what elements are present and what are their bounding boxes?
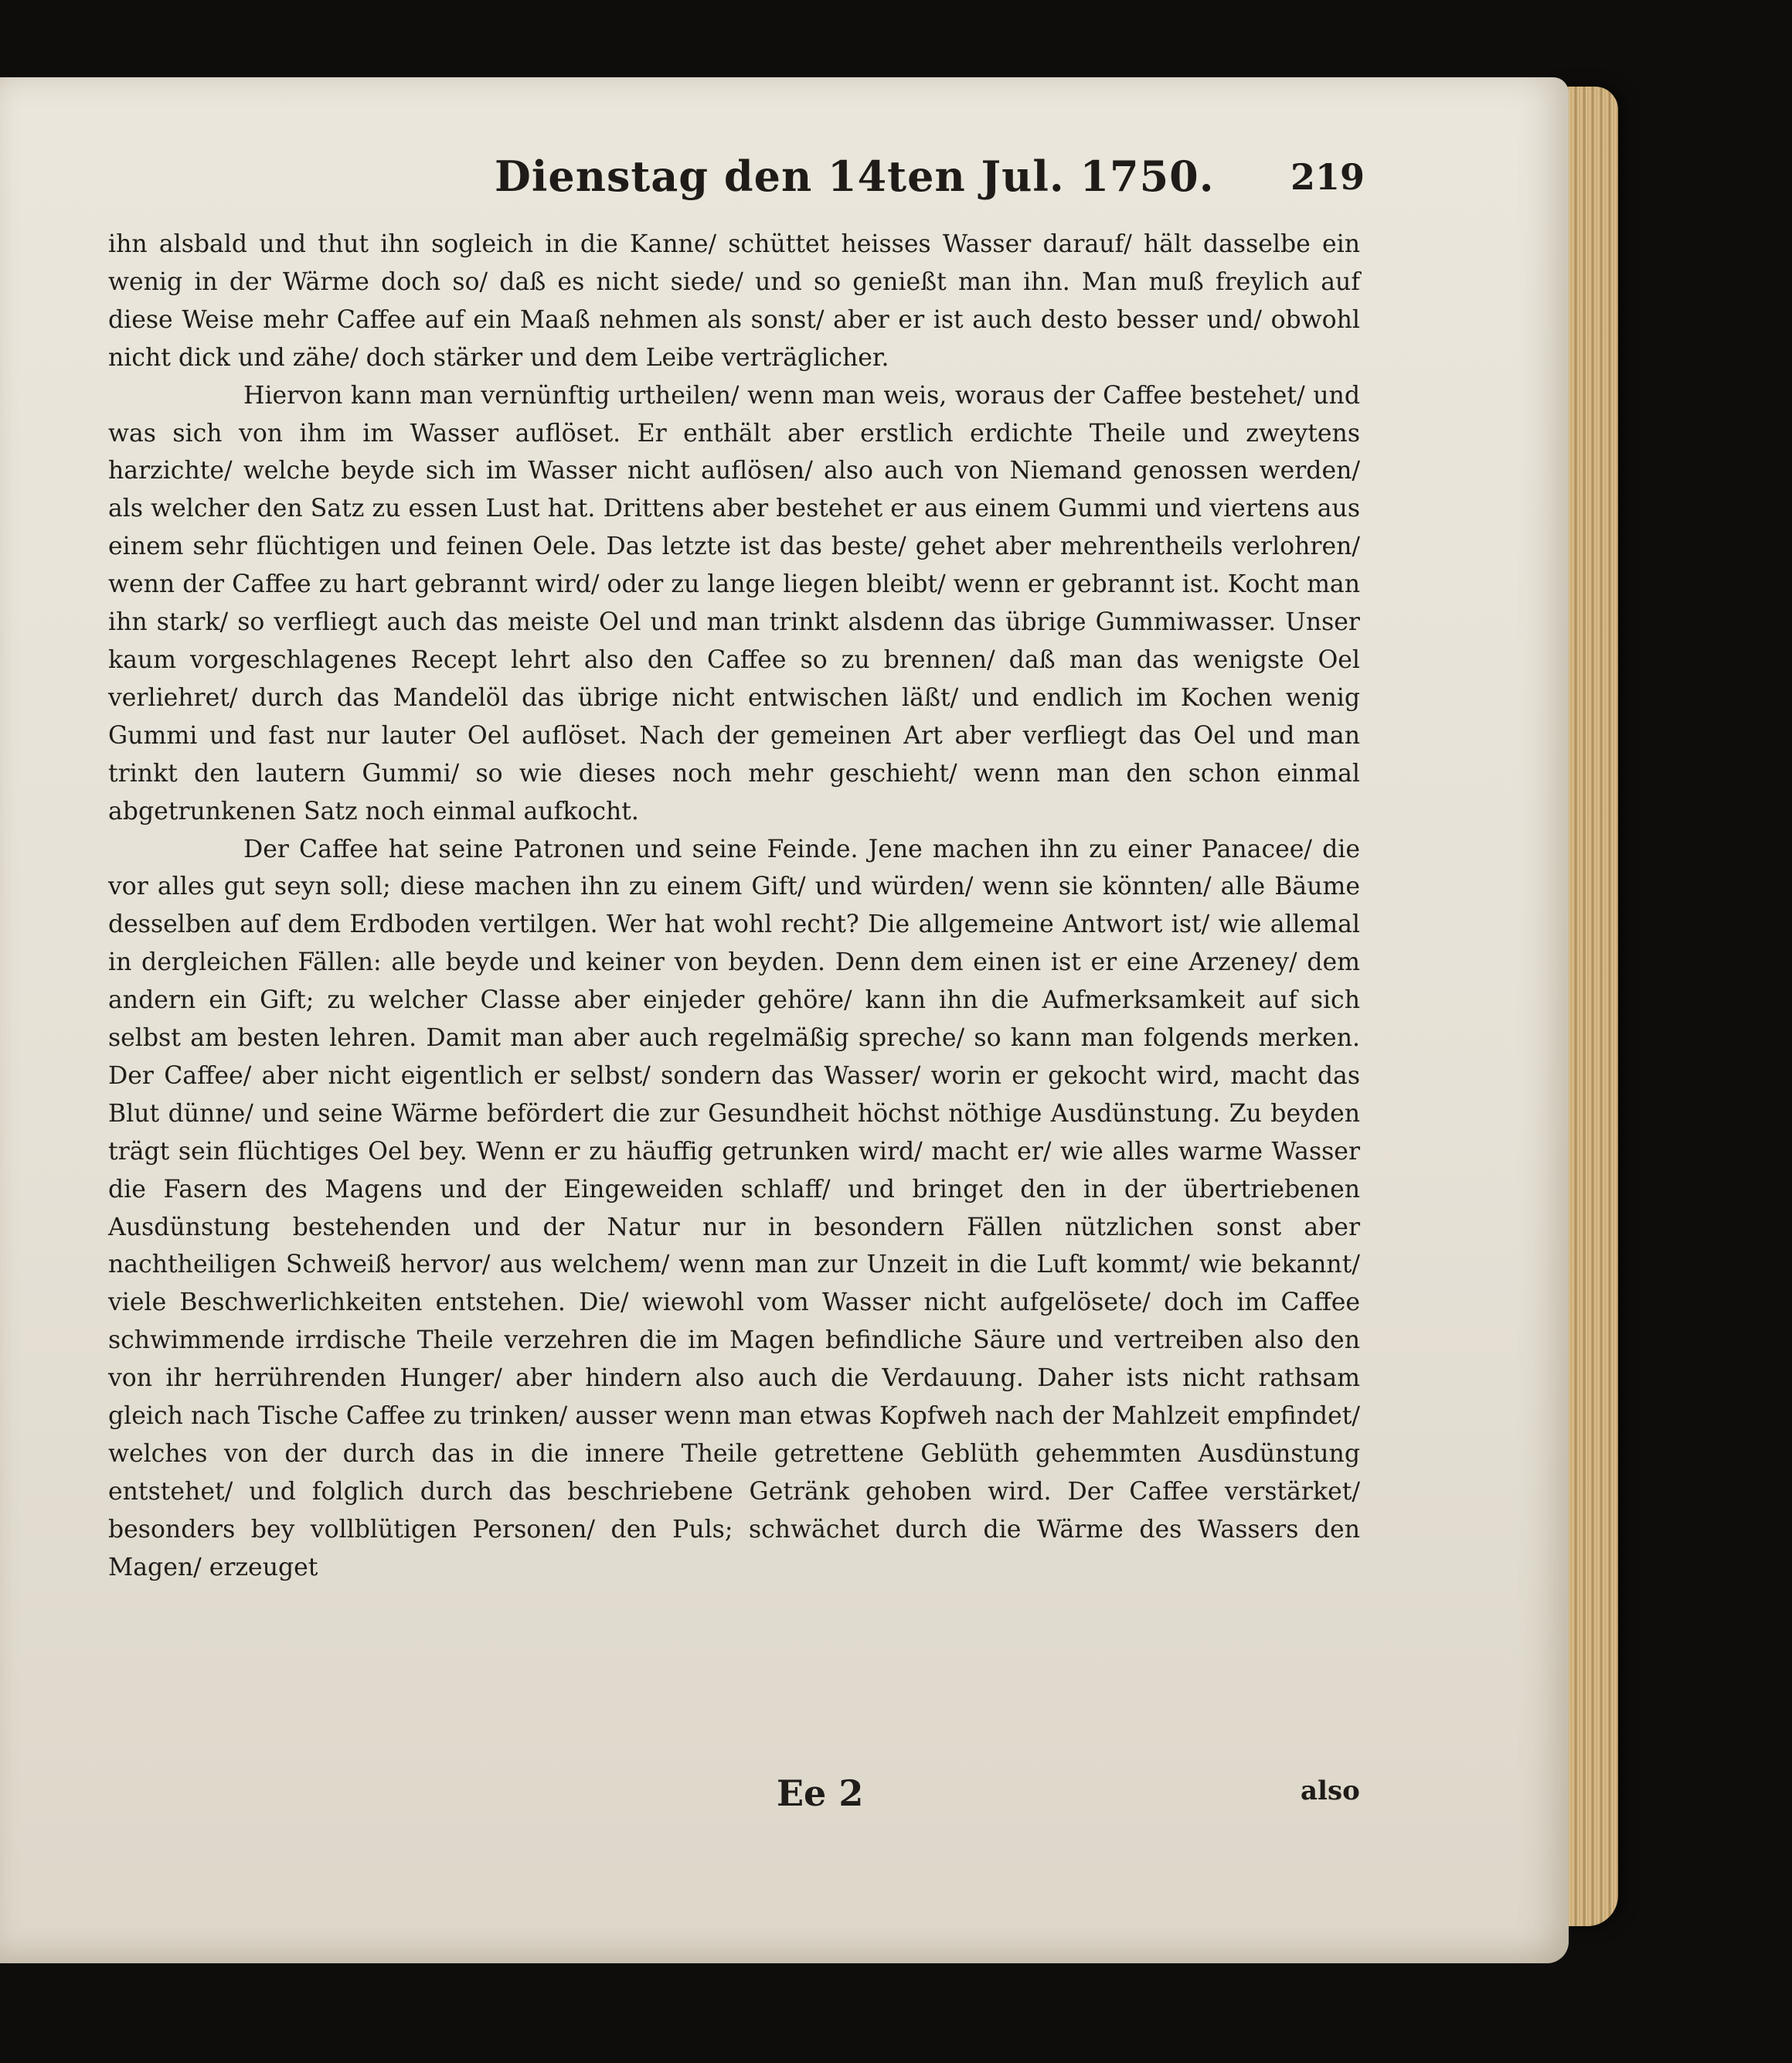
page-header — [0, 151, 1515, 206]
page-number: 219 — [1290, 156, 1365, 198]
running-title: Dienstag den 14ten Jul. 1750. — [495, 151, 1215, 201]
body-text — [108, 226, 1360, 1587]
catchword: also — [1301, 1775, 1360, 1806]
paragraph-3: Der Caffee hat seine Patronen und seine Feinde. Jene machen ihn zu einer Panacee/ die vor alles gut seyn soll; diese machen ihn zu einem Gift/ und würden/ wenn sie könnten/ alle Bäume desselben auf dem Erdboden vertilgen. Wer hat wohl recht? Die allgemeine Antwort ist/ wie allemal in dergleichen Fällen: alle beyde und keiner von beyden. Denn dem einen ist er eine Arzeney/ dem andern ein Gift; zu welcher Classe aber einjeder gehöre/ kann ihn die Aufmerksamkeit auf sich selbst am besten lehren. Damit man aber auch regelmäßig spreche/ so kann man folgends merken. Der Caffee/ aber nicht eigentlich er selbst/ sondern das Wasser/ worin er gekocht wird, macht das Blut dünne/ und seine Wärme befördert die zur Gesundheit höchst nöthige Ausdünstung. Zu beyden trägt sein flüchtiges Oel bey. Wenn er zu häuffig getrunken wird/ macht er/ wie alles warme Wasser die Fasern des Magens und der Eingeweiden schlaff/ und bringet den in der übertriebenen Ausdünstung bestehenden und der Natur nur in besondern Fällen nützlichen sonst aber nachtheiligen Schweiß hervor/ aus welchem/ wenn man zur Unzeit in die Luft kommt/ wie bekannt/ viele Beschwerlichkeiten entstehen. Die/ wiewohl vom Wasser nicht aufgelösete/ doch im Caffee schwimmende irrdische Theile verzehren die im Magen befindliche Säure und vertreiben also den von ihr herrührenden Hunger/ aber hindern also auch die Verdauung. Daher ists nicht rathsam gleich nach Tische Caffee zu trinken/ ausser wenn man etwas Kopfweh nach der Mahlzeit empfindet/ welches von der durch das in die innere Theile getrettene Geblüth gehemmten Ausdünstung entstehet/ und folglich durch das beschriebene Getränk gehoben wird. Der Caffee verstärket/ besonders bey vollblütigen Personen/ den Puls; schwächet durch die Wärme des Wassers den Magen/ erzeuget — [108, 835, 1360, 1581]
paragraph-1: ihn alsbald und thut ihn sogleich in die Kanne/ schüttet heisses Wasser darauf/ hält dasselbe ein wenig in der Wärme doch so/ daß es nicht siede/ und so genießt man ihn. Man muß freylich auf diese Weise mehr Caffee auf ein Maaß nehmen als sonst/ aber er ist auch desto besser und/ obwohl nicht dick und zähe/ doch stärker und dem Leibe verträglicher. — [108, 230, 1360, 372]
paragraph-2: Hiervon kann man vernünftig urtheilen/ wenn man weis, woraus der Caffee bestehet/ und was sich von ihm im Wasser auflöset. Er enthält aber erstlich erdichte Theile und zweytens harzichte/ welche beyde sich im Wasser nicht auflösen/ also auch von Niemand genossen werden/ als welcher den Satz zu essen Lust hat. Drittens aber bestehet er aus einem Gummi und viertens aus einem sehr flüchtigen und feinen Oele. Das letzte ist das beste/ gehet aber mehrentheils verlohren/ wenn der Caffee zu hart gebrannt wird/ oder zu lange liegen bleibt/ wenn er gebrannt ist. Kocht man ihn stark/ so verfliegt auch das meiste Oel und man trinkt alsdenn das übrige Gummiwasser. Unser kaum vorgeschlagenes Recept lehrt also den Caffee so zu brennen/ daß man das wenigste Oel verliehret/ durch das Mandelöl das übrige nicht entwischen läßt/ und endlich im Kochen wenig Gummi und fast nur lauter Oel auflöset. Nach der gemeinen Art aber verfliegt das Oel und man trinkt den lautern Gummi/ so wie dieses noch mehr geschieht/ wenn man den schon einmal abgetrunkenen Satz noch einmal aufkocht. — [108, 381, 1360, 826]
page-footer — [0, 1772, 1515, 1819]
signature-mark: Ee 2 — [777, 1772, 864, 1814]
